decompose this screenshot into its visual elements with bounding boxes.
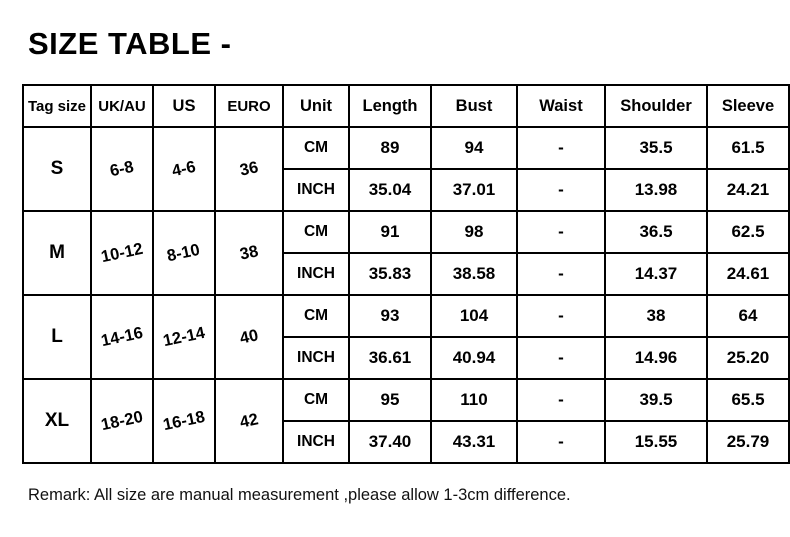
cell-length: 36.61 bbox=[349, 337, 431, 379]
cell-shoulder: 35.5 bbox=[605, 127, 707, 169]
cell-uk-au: 10-12 bbox=[91, 211, 153, 295]
cell-tag-size: XL bbox=[23, 379, 91, 463]
cell-bust: 43.31 bbox=[431, 421, 517, 463]
cell-waist: - bbox=[517, 295, 605, 337]
cell-euro: 40 bbox=[215, 295, 283, 379]
cell-unit: CM bbox=[283, 379, 349, 421]
cell-us: 16-18 bbox=[153, 379, 215, 463]
table-row bbox=[23, 295, 789, 337]
remark-text: Remark: All size are manual measurement ,please allow 1-3cm difference. bbox=[28, 486, 571, 504]
table-row bbox=[23, 379, 789, 421]
cell-waist: - bbox=[517, 127, 605, 169]
cell-sleeve: 61.5 bbox=[707, 127, 789, 169]
header-us: US bbox=[153, 85, 215, 127]
cell-unit: CM bbox=[283, 211, 349, 253]
cell-length: 35.04 bbox=[349, 169, 431, 211]
cell-bust: 40.94 bbox=[431, 337, 517, 379]
cell-length: 93 bbox=[349, 295, 431, 337]
cell-bust: 98 bbox=[431, 211, 517, 253]
cell-waist: - bbox=[517, 337, 605, 379]
header-tag-size: Tag size bbox=[23, 85, 91, 127]
cell-length: 35.83 bbox=[349, 253, 431, 295]
cell-unit: CM bbox=[283, 127, 349, 169]
table-body bbox=[23, 127, 789, 463]
cell-bust: 104 bbox=[431, 295, 517, 337]
cell-uk-au: 6-8 bbox=[91, 127, 153, 211]
cell-unit: CM bbox=[283, 295, 349, 337]
cell-us: 8-10 bbox=[153, 211, 215, 295]
cell-waist: - bbox=[517, 211, 605, 253]
header-sleeve: Sleeve bbox=[707, 85, 789, 127]
cell-shoulder: 14.96 bbox=[605, 337, 707, 379]
header-uk-au: UK/AU bbox=[91, 85, 153, 127]
cell-bust: 38.58 bbox=[431, 253, 517, 295]
header-shoulder: Shoulder bbox=[605, 85, 707, 127]
cell-sleeve: 25.20 bbox=[707, 337, 789, 379]
page-title: SIZE TABLE - bbox=[28, 26, 232, 61]
cell-euro: 38 bbox=[215, 211, 283, 295]
table-row bbox=[23, 127, 789, 169]
cell-tag-size: M bbox=[23, 211, 91, 295]
cell-bust: 110 bbox=[431, 379, 517, 421]
cell-sleeve: 65.5 bbox=[707, 379, 789, 421]
cell-us: 12-14 bbox=[153, 295, 215, 379]
cell-euro: 42 bbox=[215, 379, 283, 463]
cell-shoulder: 39.5 bbox=[605, 379, 707, 421]
cell-waist: - bbox=[517, 169, 605, 211]
header-bust: Bust bbox=[431, 85, 517, 127]
cell-sleeve: 24.21 bbox=[707, 169, 789, 211]
cell-sleeve: 25.79 bbox=[707, 421, 789, 463]
size-chart-table bbox=[22, 84, 790, 464]
cell-sleeve: 64 bbox=[707, 295, 789, 337]
cell-tag-size: L bbox=[23, 295, 91, 379]
cell-unit: INCH bbox=[283, 169, 349, 211]
header-length: Length bbox=[349, 85, 431, 127]
cell-euro: 36 bbox=[215, 127, 283, 211]
cell-unit: INCH bbox=[283, 337, 349, 379]
cell-unit: INCH bbox=[283, 421, 349, 463]
cell-length: 95 bbox=[349, 379, 431, 421]
cell-shoulder: 36.5 bbox=[605, 211, 707, 253]
cell-length: 37.40 bbox=[349, 421, 431, 463]
cell-length: 91 bbox=[349, 211, 431, 253]
cell-uk-au: 14-16 bbox=[91, 295, 153, 379]
cell-length: 89 bbox=[349, 127, 431, 169]
cell-sleeve: 24.61 bbox=[707, 253, 789, 295]
cell-bust: 94 bbox=[431, 127, 517, 169]
cell-uk-au: 18-20 bbox=[91, 379, 153, 463]
cell-shoulder: 14.37 bbox=[605, 253, 707, 295]
header-euro: EURO bbox=[215, 85, 283, 127]
cell-waist: - bbox=[517, 421, 605, 463]
cell-bust: 37.01 bbox=[431, 169, 517, 211]
cell-waist: - bbox=[517, 253, 605, 295]
cell-us: 4-6 bbox=[153, 127, 215, 211]
cell-shoulder: 13.98 bbox=[605, 169, 707, 211]
cell-unit: INCH bbox=[283, 253, 349, 295]
table-row bbox=[23, 211, 789, 253]
cell-shoulder: 15.55 bbox=[605, 421, 707, 463]
header-unit: Unit bbox=[283, 85, 349, 127]
cell-waist: - bbox=[517, 379, 605, 421]
header-waist: Waist bbox=[517, 85, 605, 127]
cell-sleeve: 62.5 bbox=[707, 211, 789, 253]
header-row bbox=[23, 85, 789, 127]
cell-shoulder: 38 bbox=[605, 295, 707, 337]
cell-tag-size: S bbox=[23, 127, 91, 211]
table-header bbox=[23, 85, 789, 127]
